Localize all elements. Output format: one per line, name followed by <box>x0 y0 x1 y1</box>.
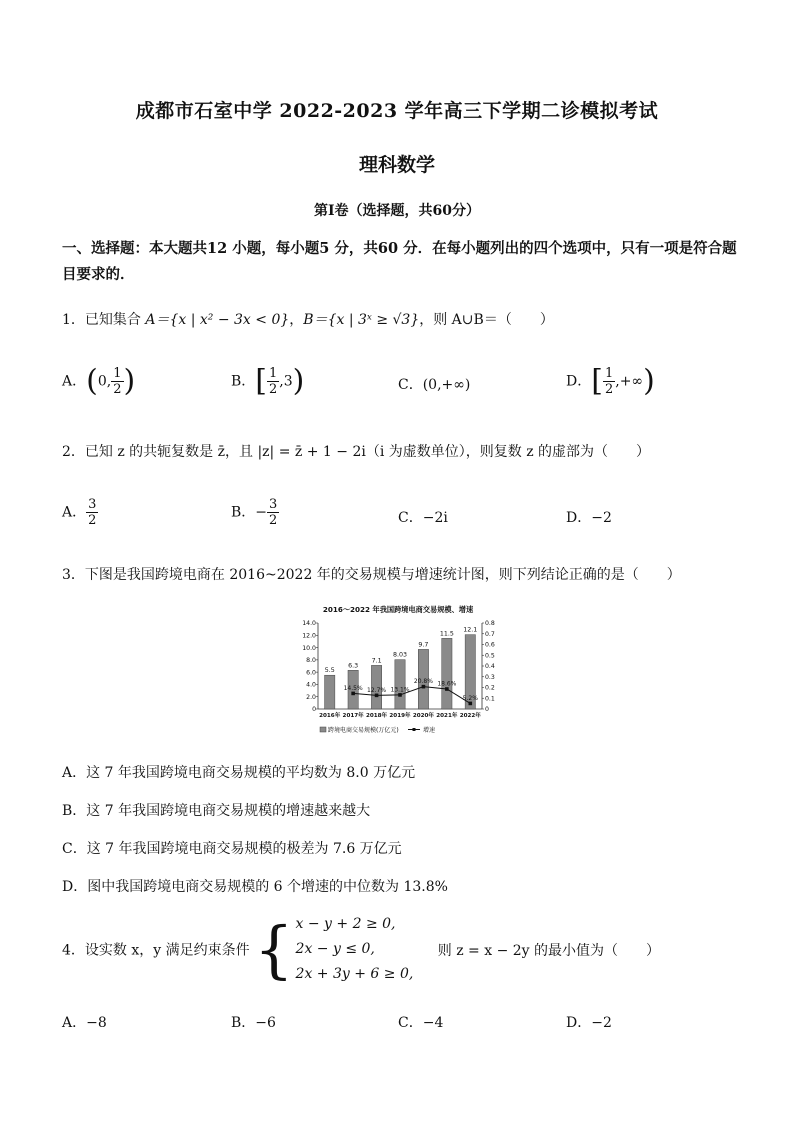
exam-title: 成都市石室中学 2022-2023 学年高三下学期二诊模拟考试 <box>135 100 659 122</box>
left-brace: { <box>254 912 294 986</box>
bar-value-label: 5.5 <box>324 667 335 675</box>
chart-title: 2016～2022 年我国跨境电商交易规模、增速 <box>322 605 474 614</box>
question-2-option-b <box>231 497 279 528</box>
constraint-3: 2x + 3y + 6 ≥ 0, <box>295 966 414 982</box>
constraint-1: x − y + 2 ≥ 0, <box>295 916 396 932</box>
left-tick-label: 4.0 <box>306 681 316 689</box>
fraction <box>603 366 615 397</box>
question-3-option-c: C．这 7 年我国跨境电商交易规模的极差为 7.6 万亿元 <box>62 841 402 857</box>
question-1-option-c <box>398 374 470 394</box>
x-tick-label: 2022年 <box>459 713 481 719</box>
legend-line-label: 增速 <box>423 727 436 734</box>
trade-chart <box>296 601 500 741</box>
option-value: (0,+∞) <box>422 377 471 393</box>
fraction <box>267 366 279 397</box>
question-4-stem <box>62 912 660 987</box>
x-tick-label: 2021年 <box>436 713 458 719</box>
fraction-numerator: 1 <box>269 366 278 381</box>
option-value: −2i <box>422 510 448 526</box>
question-2-stem: 2．已知 z 的共轭复数是 z̄，且 |z| = z̄ + 1 − 2i（i 为虚数单位），则复数 z 的虚部为（ ） <box>62 444 651 460</box>
fraction <box>267 497 279 528</box>
growth-marker <box>445 687 449 691</box>
right-tick-label: 0.2 <box>485 684 495 692</box>
left-tick-label: 10.0 <box>302 644 316 652</box>
constraint-rows <box>296 912 414 987</box>
left-tick-label: 14.0 <box>302 620 316 628</box>
right-tick-label: 0.7 <box>485 630 495 638</box>
left-tick-label: 6.0 <box>306 669 316 677</box>
paren-right: ) <box>292 363 305 399</box>
question-3-option-a: A．这 7 年我国跨境电商交易规模的平均数为 8.0 万亿元 <box>62 765 416 781</box>
growth-label: 12.7% <box>367 686 387 694</box>
constraint-system <box>254 912 413 987</box>
left-tick-label: 8.0 <box>306 657 316 665</box>
left-tick-label: 12.0 <box>302 632 316 640</box>
question-1-option-b: B．[ $\frac{1}{2}$ ,3) <box>231 363 305 399</box>
right-tick-label: 0.4 <box>485 663 495 671</box>
constraint-2: 2x − y ≤ 0, <box>295 941 375 957</box>
growth-label: 14.5% <box>343 684 363 692</box>
exam-subtitle: 理科数学 <box>358 154 435 176</box>
x-tick-label: 2017年 <box>342 713 364 719</box>
growth-marker <box>422 685 426 689</box>
legend-bar-label: 跨境电商交易规模(万亿元) <box>328 727 399 734</box>
growth-label: 13.1% <box>390 686 410 694</box>
paren-right: ) <box>123 363 136 399</box>
fraction-numerator: 1 <box>113 366 122 381</box>
option-label: A． <box>62 504 87 521</box>
fraction-denominator: 2 <box>113 382 122 397</box>
question-3-stem: 3．下图是我国跨境电商在 2016~2022 年的交易规模与增速统计图，则下列结论正确的是（ ） <box>62 567 681 583</box>
question-4-option-a: A．−8 <box>62 1015 107 1031</box>
question-4-suffix: 则 z = x − 2y 的最小值为（ ） <box>437 942 661 959</box>
fraction-denominator: 2 <box>269 513 278 528</box>
x-tick-label: 2016年 <box>319 713 341 719</box>
growth-marker <box>351 692 355 696</box>
growth-label: 5.2% <box>462 694 478 702</box>
option-label: A． <box>62 373 87 390</box>
question-4-option-b: B．−6 <box>231 1015 276 1031</box>
paren-left: [ <box>255 363 268 399</box>
option-label: B． <box>231 373 256 390</box>
question-2-option-a <box>62 497 98 528</box>
growth-marker <box>398 693 402 697</box>
question-4-prefix: 4．设实数 x，y 满足约束条件 <box>62 942 250 959</box>
growth-marker <box>375 694 379 698</box>
legend-line-marker <box>413 728 416 731</box>
paren-left: [ <box>591 363 603 399</box>
option-label: C． <box>398 510 423 526</box>
right-tick-label: 0 <box>485 706 489 714</box>
bar-value-label: 8.03 <box>392 651 408 659</box>
option-label: D． <box>566 510 592 526</box>
bar <box>442 638 452 709</box>
question-3-option-d: D．图中我国跨境电商交易规模的 6 个增速的中位数为 13.8% <box>62 879 448 895</box>
option-value: −2 <box>591 510 612 526</box>
fraction-denominator: 2 <box>604 382 614 397</box>
right-tick-label: 0.3 <box>485 673 495 681</box>
question-1-option-a: A．(0, $\frac{1}{2}$ ) <box>62 363 136 399</box>
question-1-option-d: D．[ $\frac{1}{2}$ ,+∞) <box>566 363 655 399</box>
volume-heading: 第Ⅰ卷（选择题，共60分） <box>313 203 481 219</box>
question-1-set-b: B＝{x | 3ˣ ≥ √3} <box>303 312 420 328</box>
right-tick-label: 0.1 <box>485 695 495 703</box>
option-value: 3 <box>283 373 293 390</box>
x-tick-label: 2019年 <box>389 713 411 719</box>
question-3-option-b: B．这 7 年我国跨境电商交易规模的增速越来越大 <box>62 803 371 819</box>
paren-left: ( <box>86 363 98 399</box>
bar-value-label: 12.1 <box>463 626 478 634</box>
question-4-option-c: C．−4 <box>398 1015 444 1031</box>
option-label: B． <box>231 504 256 521</box>
question-2-option-c <box>398 507 448 527</box>
growth-marker <box>468 702 472 706</box>
question-4-option-d: D．−2 <box>566 1015 612 1031</box>
x-tick-label: 2018年 <box>365 713 388 719</box>
option-label: C． <box>398 377 423 393</box>
growth-label: 20.8% <box>413 678 433 686</box>
fraction-denominator: 2 <box>269 382 278 397</box>
bar <box>325 675 335 709</box>
question-1-suffix: ，则 A∪B＝（ ） <box>419 312 554 328</box>
question-1-set-a: A＝{x | x² − 3x < 0} <box>145 312 290 328</box>
section-instructions: 一、选择题：本大题共12 小题，每小题5 分，共60 分．在每小题列出的四个选项中，只有一项是符合题目要求的． <box>62 240 737 283</box>
bar-value-label: 9.7 <box>418 641 429 649</box>
trade-chart-svg <box>296 601 500 741</box>
question-2-option-d <box>566 507 612 527</box>
fraction <box>111 366 123 397</box>
fraction-numerator: 3 <box>269 497 278 512</box>
option-sign: − <box>255 504 268 521</box>
x-tick-label: 2020年 <box>412 713 435 719</box>
right-tick-label: 0.8 <box>485 620 495 628</box>
bar-value-label: 6.3 <box>348 662 359 670</box>
bar-value-label: 7.1 <box>371 657 382 665</box>
question-1-stem <box>62 309 554 329</box>
right-tick-label: 0.6 <box>485 641 495 649</box>
left-tick-label: 0 <box>312 706 316 714</box>
question-1-mid: ， <box>289 312 304 328</box>
bar <box>395 660 405 709</box>
legend-bar-swatch <box>320 727 326 732</box>
option-value: 0 <box>97 373 107 390</box>
option-value: +∞ <box>619 373 644 390</box>
paren-right: ) <box>643 363 655 399</box>
option-label: D． <box>566 373 592 390</box>
fraction <box>86 497 98 528</box>
fraction-denominator: 2 <box>88 513 97 528</box>
fraction-numerator: 1 <box>604 366 614 381</box>
question-1-prefix: 1．已知集合 <box>62 312 146 328</box>
left-tick-label: 2.0 <box>306 693 316 701</box>
right-tick-label: 0.5 <box>485 652 495 660</box>
fraction-numerator: 3 <box>88 497 97 512</box>
growth-label: 18.6% <box>437 680 457 688</box>
bar-value-label: 11.5 <box>439 630 454 638</box>
